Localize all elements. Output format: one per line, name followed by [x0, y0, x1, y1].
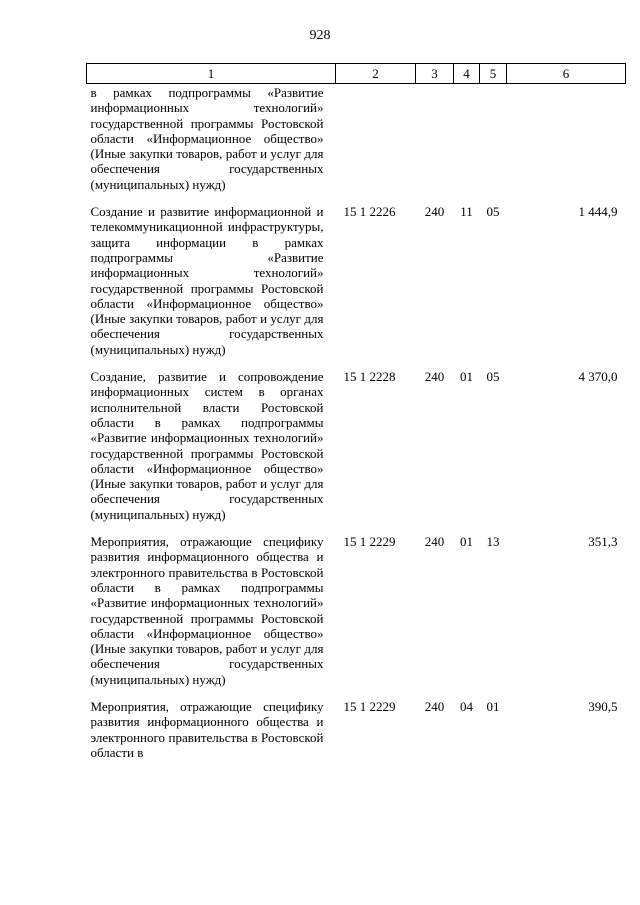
row-target-code	[336, 84, 416, 203]
row-subsection: 05	[486, 369, 500, 385]
row-expense-type: 240	[424, 369, 445, 385]
row-amount: 351,3	[588, 534, 618, 550]
row-section: 01	[460, 369, 473, 385]
row-subsection: 13	[486, 534, 500, 550]
row-description: Создание, развитие и сопровождение информационных систем в органах исполнительной власти Ростовской области в рамках подпрограммы «Развитие информационных технологий» государственной программы Ростовской области «Информационное общество» (Иные закупки товаров, работ и услуг для обеспечения государственных (муниципальных) нужд)	[90, 369, 324, 522]
table-row	[87, 367, 626, 532]
table-header-row	[87, 64, 626, 84]
table-row	[87, 697, 626, 770]
row-amount: 390,5	[588, 698, 618, 714]
column-header-4: 4	[454, 64, 480, 84]
row-section	[454, 84, 480, 203]
budget-table	[86, 63, 626, 770]
row-expense-type: 240	[424, 204, 445, 220]
row-amount	[507, 84, 626, 203]
page-number: 928	[309, 28, 331, 43]
row-expense-type	[416, 84, 454, 203]
row-subsection: 01	[486, 698, 500, 714]
row-subsection	[480, 84, 507, 203]
row-target-code: 15 1 2228	[343, 369, 396, 385]
row-section: 01	[460, 534, 473, 550]
column-header-5: 5	[480, 64, 507, 84]
column-header-3: 3	[416, 64, 454, 84]
row-target-code: 15 1 2226	[343, 204, 396, 220]
row-target-code: 15 1 2229	[343, 534, 396, 550]
row-description: Мероприятия, отражающие специфику развития информационного общества и электронного правительства в Ростовской области в	[90, 698, 324, 760]
row-target-code: 15 1 2229	[343, 698, 396, 714]
row-section: 04	[460, 698, 473, 714]
row-description: Создание и развитие информационной и телекоммуникационной инфраструктуры, защита информации в рамках подпрограммы «Развитие информационных технологий» государственной программы Ростовской области «Информационное общество» (Иные закупки товаров, работ и услуг для обеспечения государственных (муниципальных) нужд)	[90, 204, 324, 357]
table-row	[87, 532, 626, 697]
row-description: Мероприятия, отражающие специфику развития информационного общества и электронного правительства в Ростовской области в рамках подпрограммы «Развитие информационных технологий» государственной программы Ростовской области «Информационное общество» (Иные закупки товаров, работ и услуг для обеспечения государственных (муниципальных) нужд)	[90, 534, 324, 687]
column-header-6: 6	[507, 64, 626, 84]
row-amount: 1 444,9	[578, 204, 618, 220]
row-description: в рамках подпрограммы «Развитие информационных технологий» государственной программы Ростовской области «Информационное общество» (Иные закупки товаров, работ и услуг для обеспечения государственных (муниципальных) нужд)	[90, 85, 324, 192]
row-section: 11	[460, 204, 473, 220]
row-expense-type: 240	[424, 698, 445, 714]
table-row	[87, 202, 626, 367]
column-header-1: 1	[87, 64, 336, 84]
row-expense-type: 240	[424, 534, 445, 550]
column-header-2: 2	[336, 64, 416, 84]
table-row	[87, 84, 626, 203]
row-subsection: 05	[486, 204, 500, 220]
row-amount: 4 370,0	[578, 369, 618, 385]
